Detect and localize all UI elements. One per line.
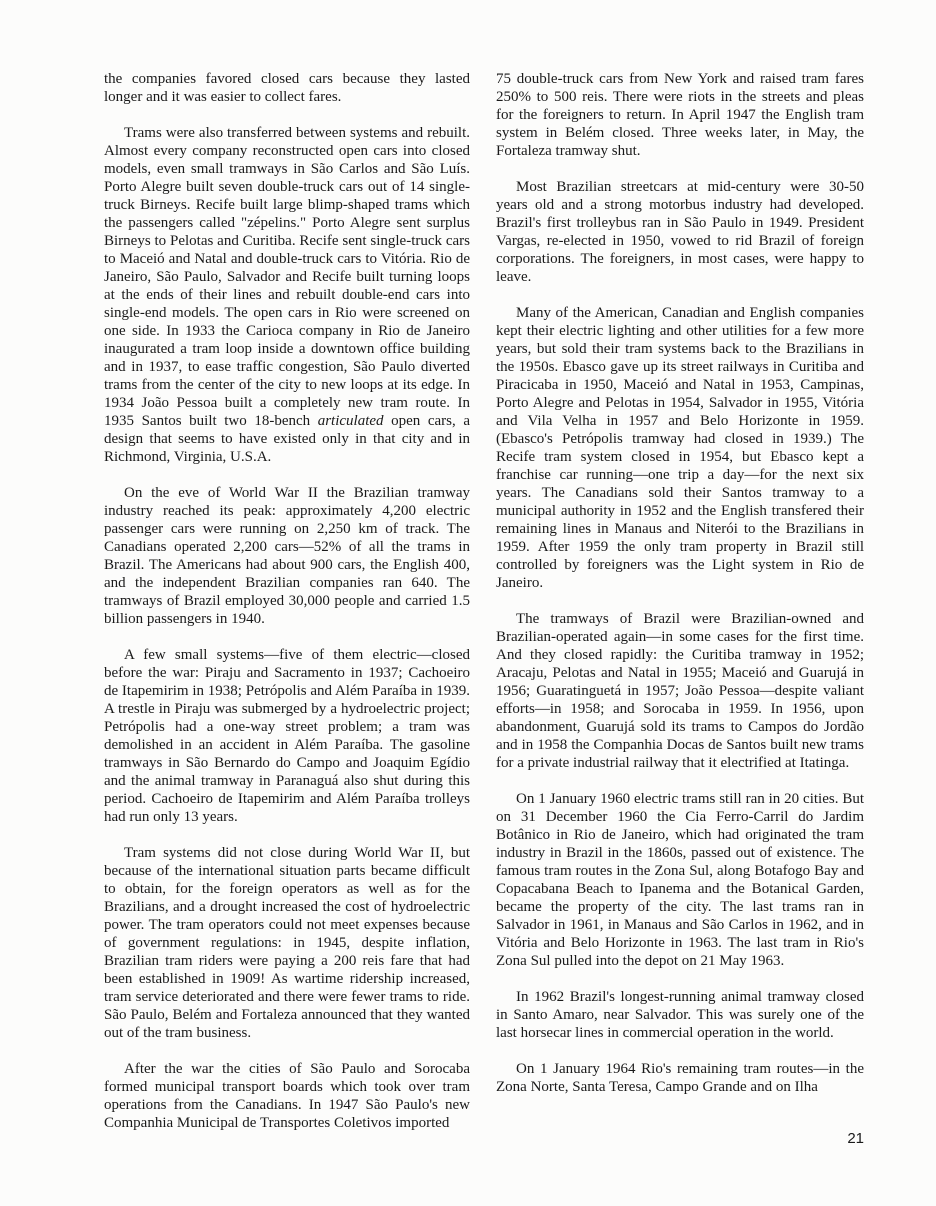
paragraph: On 1 January 1960 electric trams still ran in 20 cities. But on 31 December 1960 the Cia Ferro-Carril do Jardim Botânico in Rio de Janeiro, which had originated the tram industry in Brazil in the 1860s, passed out of existence. The famous tram routes in the Zona Sul, along Botafogo Bay and Copacabana Beach to Ipanema and the Botanical Garden, became the property of the city. The last trams ran in Salvador in 1961, in Manaus and São Carlos in 1962, and in Vitória and Belo Horizonte in 1963. The last tram in Rio's Zona Sul pulled into the depot on 21 May 1963. xyxy=(496,791,864,969)
page-number: 21 xyxy=(847,1130,864,1147)
paragraph: A few small systems—five of them electric—closed before the war: Piraju and Sacramento in 1937; Cachoeiro de Itapemirim in 1938; Petrópolis and Além Paraíba in 1939. A trestle in Piraju was submerged by a hydroelectric project; Petrópolis had a one-way street problem; a tram was demolished in an accident in Além Paraíba. The gasoline tramways in São Bernardo do Campo and Joaquim Egídio and the animal tramway in Paranaguá also shut during this period. Cachoeiro de Itapemirim and Além Paraíba trolleys had run only 13 years. xyxy=(104,647,470,825)
paragraph: 75 double-truck cars from New York and raised tram fares 250% to 500 reis. There were riots in the streets and pleas for the foreigners to return. In April 1947 the English tram system in Belém closed. Three weeks later, in May, the Fortaleza tramway shut. xyxy=(496,71,864,159)
paragraph: Tram systems did not close during World War II, but because of the international situation parts became difficult to obtain, for the foreign operators as well as for the Brazilians, and a drought increased the cost of hydroelectric power. The tram operators could not meet expenses because of government regulations: in 1945, despite inflation, Brazilian tram riders were paying a 200 reis fare that had been established in 1909! As wartime ridership increased, tram service deteriorated and there were fewer trams to ride. São Paulo, Belém and Fortaleza announced that they wanted out of the tram business. xyxy=(104,845,470,1041)
paragraph: On 1 January 1964 Rio's remaining tram routes—in the Zona Norte, Santa Teresa, Campo Grande and on Ilha xyxy=(496,1061,864,1095)
right-column xyxy=(496,70,864,1096)
paragraph: In 1962 Brazil's longest-running animal tramway closed in Santo Amaro, near Salvador. This was surely one of the last horsecar lines in commercial operation in the world. xyxy=(496,989,864,1041)
paragraph: The tramways of Brazil were Brazilian-owned and Brazilian-operated again—in some cases for the first time. And they closed rapidly: the Curitiba tramway in 1952; Aracaju, Pelotas and Natal in 1955; Maceió and Guarujá in 1956; Guaratinguetá in 1957; João Pessoa—despite valiant efforts—in 1958; and Sorocaba in 1959. In 1956, upon abandonment, Guarujá sold its trams to Campos do Jordão and in 1958 the Companhia Docas de Santos built new trams for a private industrial railway that it electrified at Itatinga. xyxy=(496,611,864,771)
paragraph: Many of the American, Canadian and English companies kept their electric lighting and other utilities for a few more years, but sold their tram systems back to the Brazilians in the 1950s. Ebasco gave up its street railways in Curitiba and Piracicaba in 1950, Maceió and Natal in 1953, Campinas, Porto Alegre and Pelotas in 1954, Salvador in 1955, Vitória and Vila Velha in 1957 and Belo Horizonte in 1959. (Ebasco's Petrópolis tramway had closed in 1939.) The Recife tram system closed in 1954, but Ebasco kept a franchise car running—one trip a day—for the next six years. The Canadians sold their Santos tramway to a municipal authority in 1952 and the English transfered their remaining lines in Manaus and Niterói to the Brazilians in 1959. After 1959 the only tram property in Brazil still controlled by foreigners was the Light system in Rio de Janeiro. xyxy=(496,305,864,591)
paragraph: Most Brazilian streetcars at mid-century were 30-50 years old and a strong motorbus industry had developed. Brazil's first trolleybus ran in São Paulo in 1949. President Vargas, re-elected in 1950, vowed to rid Brazil of foreign corporations. The foreigners, in most cases, were happy to leave. xyxy=(496,179,864,285)
paragraph: On the eve of World War II the Brazilian tramway industry reached its peak: approximately 4,200 electric passenger cars were running on 2,250 km of track. The Canadians operated 2,200 cars—52% of all the trams in Brazil. The Americans had about 900 cars, the English 400, and the independent Brazilian companies ran 640. The tramways of Brazil employed 30,000 people and carried 1.5 billion passengers in 1940. xyxy=(104,485,470,627)
paragraph xyxy=(104,124,470,466)
paragraph: the companies favored closed cars because they lasted longer and it was easier to collect fares. xyxy=(104,71,470,105)
paragraph-text: open cars, a design that seems to have existed only in that city and in Richmond, Virginia, U.S.A. xyxy=(104,413,470,465)
italic-term: articulated xyxy=(317,413,384,429)
paragraph-text: Trams were also transferred between systems and rebuilt. Almost every company reconstructed open cars into closed models, even small tramways in São Carlos and São Luís. Porto Alegre built seven double-truck cars out of 14 single-truck Birneys. Recife built large blimp-shaped trams which the passengers called "zépelins." Porto Alegre sent surplus Birneys to Pelotas and Curitiba. Recife sent single-truck cars to Maceió and Natal and double-truck cars to Vitória. Rio de Janeiro, São Paulo, Salvador and Recife built turning loops at the ends of their lines and rebuilt double-end cars into single-end models. The open cars in Rio were screened on one side. In 1933 the Carioca company in Rio de Janeiro inaugurated a tram loop inside a downtown office building and in 1937, to ease traffic congestion, São Paulo diverted trams from the center of the city to new loops at its edge. In 1934 João Pessoa built a completely new tram route. In 1935 Santos built two 18-bench xyxy=(104,125,470,429)
paragraph: After the war the cities of São Paulo and Sorocaba formed municipal transport boards which took over tram operations from the Canadians. In 1947 São Paulo's new Companhia Municipal de Transportes Coletivos imported xyxy=(104,1061,470,1131)
left-column xyxy=(104,70,470,1132)
